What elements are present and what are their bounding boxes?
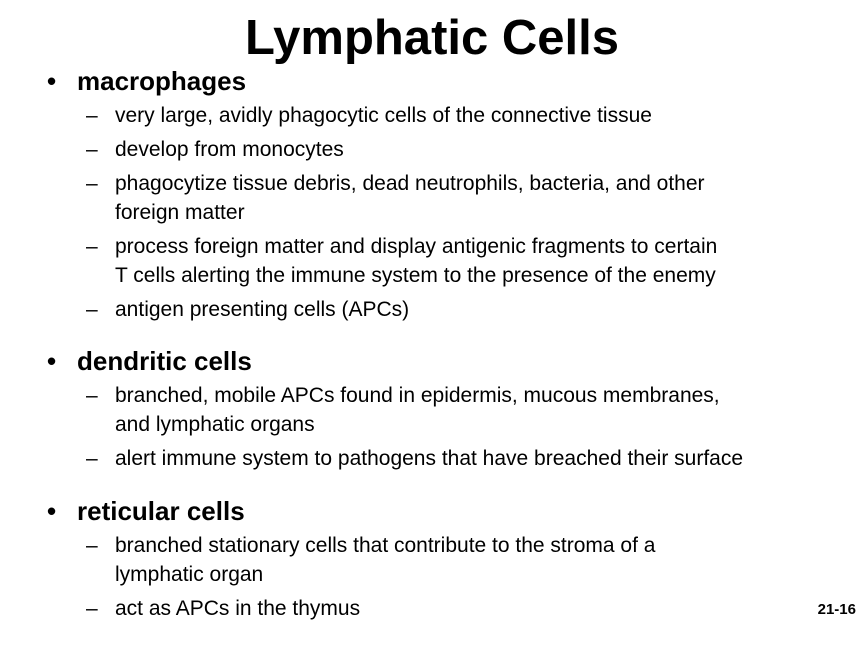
sub-item-line: act as APCs in the thymus (115, 597, 361, 620)
bullet-icon: • (47, 66, 57, 96)
dash-icon: – (86, 534, 98, 557)
sub-item (0, 169, 864, 227)
sub-item-line: antigen presenting cells (APCs) (115, 298, 410, 321)
slide-title: Lymphatic Cells (245, 11, 619, 65)
slide-number: 21-16 (817, 601, 856, 618)
sub-item-line: process foreign matter and display antigenic fragments to certain (115, 235, 718, 258)
sub-item (0, 295, 864, 324)
bullet-heading-row (0, 346, 864, 376)
dash-icon: – (86, 138, 98, 161)
section-reticular-cells (0, 496, 864, 623)
section-heading: reticular cells (77, 496, 245, 526)
sub-item (0, 444, 864, 473)
bullet-heading-row (0, 66, 864, 96)
sub-item (0, 594, 864, 623)
sub-item-line: branched, mobile APCs found in epidermis, mucous membranes, (115, 384, 720, 407)
sub-item-line: alert immune system to pathogens that have breached their surface (115, 447, 744, 470)
section-dendritic-cells (0, 346, 864, 473)
dash-icon: – (86, 172, 98, 195)
sub-item-line: and lymphatic organs (115, 413, 315, 436)
dash-icon: – (86, 447, 98, 470)
sub-item-line: very large, avidly phagocytic cells of the connective tissue (115, 104, 652, 127)
sub-item-line: T cells alerting the immune system to the presence of the enemy (115, 264, 716, 287)
bullet-icon: • (47, 496, 57, 526)
sub-item-line: develop from monocytes (115, 138, 344, 161)
sub-item (0, 232, 864, 290)
sub-item-line: branched stationary cells that contribute to the stroma of a (115, 534, 656, 557)
sub-item (0, 381, 864, 439)
dash-icon: – (86, 298, 98, 321)
section-heading: macrophages (77, 66, 247, 96)
dash-icon: – (86, 235, 98, 258)
sub-item (0, 101, 864, 130)
dash-icon: – (86, 384, 98, 407)
bullet-icon: • (47, 346, 57, 376)
sub-item-line: foreign matter (115, 201, 245, 224)
section-macrophages (0, 66, 864, 324)
dash-icon: – (86, 597, 98, 620)
dash-icon: – (86, 104, 98, 127)
sub-item (0, 531, 864, 589)
section-heading: dendritic cells (77, 346, 252, 376)
bullet-heading-row (0, 496, 864, 526)
sub-item (0, 135, 864, 164)
sub-item-line: phagocytize tissue debris, dead neutrophils, bacteria, and other (115, 172, 705, 195)
sub-item-line: lymphatic organ (115, 563, 264, 586)
